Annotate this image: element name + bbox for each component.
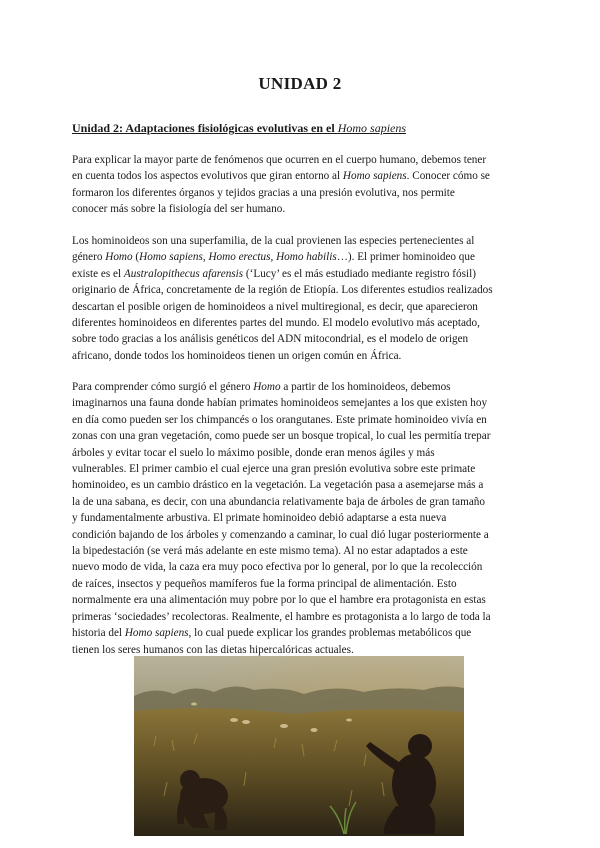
- text-line: hominoideo, es un cambio drástico en la vegetación. La vegetación pasa a asemejarse más a: [72, 479, 484, 492]
- text-line: [72, 249, 524, 265]
- text-run: historia del: [72, 627, 125, 640]
- text-line: de raíces, insectos y pequeños mamíferos fue la forma principal de alimentación. Esto: [72, 577, 457, 590]
- text-line: primeras ‘sociedades’ recolectoras. Realmente, el hambre es protagonista a lo largo de toda la: [72, 610, 491, 623]
- text-line: la de una sabana, es decir, con una abundancia relativamente baja de árboles de gran tamaño: [72, 495, 485, 508]
- text-run: ,: [202, 251, 209, 264]
- text-line: la bipedestación (se verá más adelante en este mismo tema). Al no estar adaptados a este: [72, 545, 468, 558]
- text-line: Para explicar la mayor parte de fenómenos que ocurren en el cuerpo humano, debemos tener: [72, 154, 487, 166]
- paragraph-evolution: [72, 379, 524, 658]
- subtitle-italic: Homo sapiens: [337, 121, 407, 135]
- text-line: descartan el posible origen de hominoideos a nivel multiregional, es decir, que aparecieron: [72, 300, 478, 313]
- text-line: diferentes hominoideos en diferentes partes del mundo. El modelo evolutivo más aceptado,: [72, 317, 480, 330]
- text-run: en cuenta todos los aspectos evolutivos que giran entorno al: [72, 170, 343, 183]
- text-italic: Homo: [105, 251, 133, 264]
- text-line: originario de África, concretamente de la región de Etiopía. Los diferentes estudios realizados: [72, 284, 493, 297]
- text-line: [72, 266, 524, 282]
- text-line: en día como pueden ser los chimpancés o los orangutanes. Este primate hominoideo vivía en: [72, 413, 487, 426]
- paragraph-hominoids: [72, 233, 524, 364]
- section-subtitle: [72, 121, 406, 136]
- paragraph-intro: [72, 152, 524, 218]
- text-line: formaron los diferentes órganos y tejidos gracias a una presión evolutiva, nos permite: [72, 186, 455, 199]
- text-italic: Australopithecus afarensis: [123, 267, 244, 280]
- text-line: árboles y evitar tocar el suelo lo máximo posible, donde eran menos ágiles y más: [72, 446, 435, 459]
- illustration-svg: [134, 656, 464, 836]
- text-italic: Homo sapiens: [342, 170, 407, 183]
- text-italic: Homo sapiens: [139, 251, 203, 264]
- text-line: tienen los seres humanos con las dietas hipercalóricas actuales.: [72, 643, 354, 656]
- text-run: , lo cual puede explicar los grandes problemas metabólicos que: [188, 627, 472, 640]
- text-run: género: [72, 251, 106, 264]
- text-run: . Conocer cómo se: [406, 170, 490, 183]
- text-line: [72, 379, 524, 395]
- text-italic: Homo habilis: [276, 251, 337, 264]
- text-line: [72, 168, 524, 184]
- text-line: Los hominoideos son una superfamilia, de la cual provienen las especies pertenecientes al: [72, 235, 475, 247]
- subtitle-text: Unidad 2: Adaptaciones fisiológicas evolutivas en el: [72, 121, 338, 135]
- text-run: (‘Lucy’ es el más estudiado mediante registro fósil): [243, 267, 476, 280]
- text-line: normalmente era una alimentación muy pobre por lo que el hambre era protagonista en estas: [72, 594, 486, 607]
- page-title: UNIDAD 2: [258, 74, 342, 93]
- text-line: vulnerables. El primer cambio el cual ejerce una gran presión evolutiva sobre este primate: [72, 463, 476, 476]
- text-run: ,: [270, 251, 277, 264]
- text-line: condición bajando de los árboles y comenzando a caminar, lo cual dió lugar posteriormente a: [72, 528, 489, 541]
- text-line: conocer más sobre la fisiología del ser humano.: [72, 203, 286, 216]
- text-line: nuevo modo de vida, la caza era muy poco efectiva por lo general, por lo que la recolección: [72, 561, 483, 574]
- text-italic: Homo sapiens: [124, 627, 189, 640]
- text-line: imaginarnos una fauna donde habían primates hominoideos semejantes a los que existen hoy: [72, 397, 488, 410]
- text-italic: Homo erectus: [208, 251, 271, 264]
- text-run: …). El primer hominoideo que: [336, 251, 475, 264]
- text-run: a partir de los hominoideos, debemos: [280, 381, 451, 393]
- text-italic: Homo: [253, 381, 281, 393]
- text-line: sobre todo gracias a los análisis genéticos del ADN mitocondrial, es el modelo de origen: [72, 333, 469, 346]
- text-line: y fundamentalmente arbustiva. El primate hominoideo debió adaptarse a esta nueva: [72, 512, 447, 525]
- text-line: zonas con una gran vegetación, como puede ser un bosque tropical, lo cual les permitía trepar: [72, 430, 491, 443]
- text-run: existe es el: [72, 267, 124, 280]
- text-run: Para comprender cómo surgió el género: [72, 381, 254, 393]
- savanna-hominids-illustration: [134, 656, 464, 836]
- text-line: africano, donde todos los hominoideos tienen un origen común en África.: [72, 349, 402, 362]
- text-run: (: [132, 251, 140, 264]
- text-line: [72, 625, 524, 641]
